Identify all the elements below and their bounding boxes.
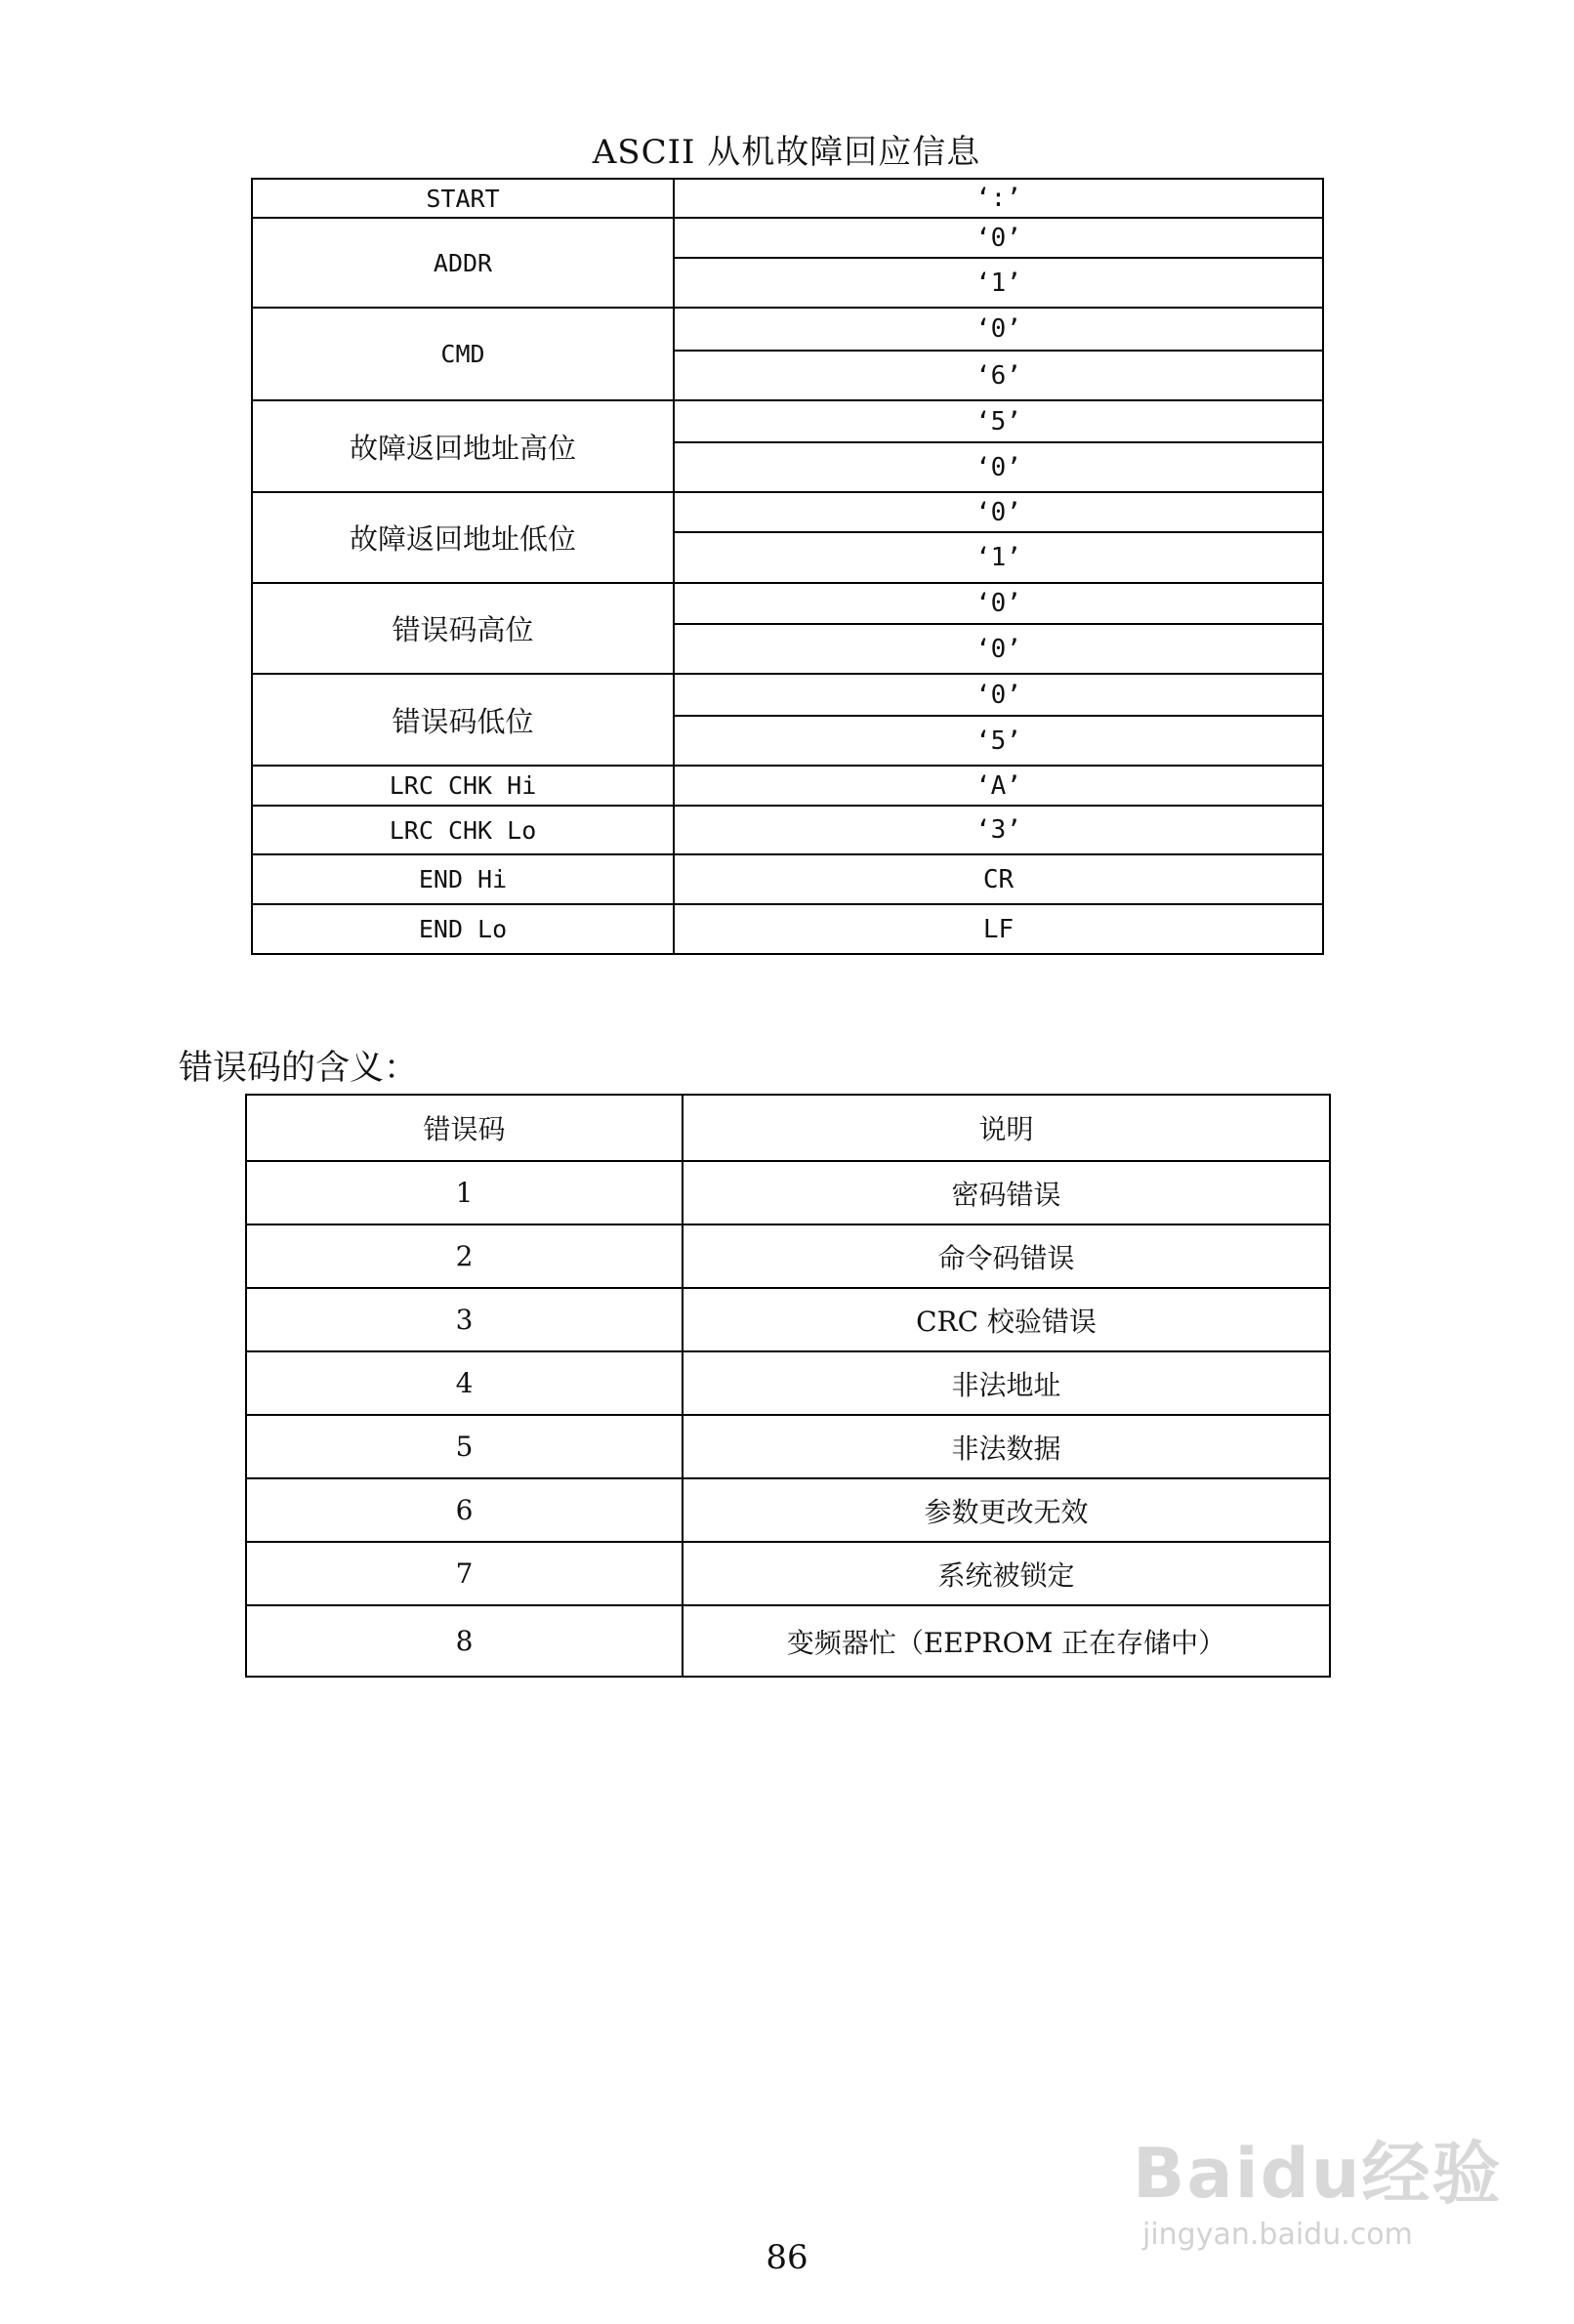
field-value: LF [674,904,1323,954]
field-value: ‘0’ [674,308,1323,351]
frame-table-caption: ASCII 从机故障回应信息 [592,133,981,172]
error-codes-heading: 错误码的含义： [179,1049,419,1088]
field-value: ‘:’ [674,179,1323,218]
table-row [246,1224,1330,1288]
field-label: LRC CHK Hi [252,766,674,806]
table-row [252,179,1323,218]
column-header-desc: 说明 [683,1095,1330,1161]
table-row [252,492,1323,532]
field-label: END Hi [252,854,674,904]
table-row [252,854,1323,904]
table-row [252,806,1323,854]
table-row [252,400,1323,442]
field-value: ‘6’ [674,351,1323,400]
page-number: 86 [766,2238,808,2277]
field-label: START [252,179,674,218]
watermark-url: jingyan.baidu.com [1142,2218,1413,2252]
error-description: CRC 校验错误 [683,1288,1330,1351]
field-value: ‘5’ [674,400,1323,442]
error-code-table [245,1094,1331,1678]
field-value: CR [674,854,1323,904]
field-value: ‘0’ [674,624,1323,674]
field-label: 错误码低位 [252,674,674,766]
table-row [246,1415,1330,1478]
field-label: 故障返回地址高位 [252,400,674,492]
table-header-row [246,1095,1330,1161]
error-description: 非法地址 [683,1351,1330,1415]
error-description: 命令码错误 [683,1224,1330,1288]
field-value: ‘0’ [674,442,1323,492]
error-description: 系统被锁定 [683,1542,1330,1605]
error-code: 5 [246,1415,683,1478]
ascii-fault-response-table [251,178,1324,955]
field-value: ‘0’ [674,218,1323,258]
table-row [246,1478,1330,1542]
error-code: 6 [246,1478,683,1542]
error-code: 8 [246,1605,683,1677]
field-label: END Lo [252,904,674,954]
error-description: 变频器忙（EEPROM 正在存储中） [683,1605,1330,1677]
field-value: ‘5’ [674,716,1323,766]
error-code: 1 [246,1161,683,1224]
column-header-code: 错误码 [246,1095,683,1161]
table-row [246,1288,1330,1351]
table-row [252,308,1323,351]
error-code: 3 [246,1288,683,1351]
field-value: ‘A’ [674,766,1323,806]
watermark-logo: Baidu经验 [1133,2134,1503,2214]
field-value: ‘0’ [674,674,1323,716]
field-label: 故障返回地址低位 [252,492,674,583]
table-row [252,766,1323,806]
table-row [252,218,1323,258]
table-row [246,1161,1330,1224]
table-row [246,1351,1330,1415]
field-label: 错误码高位 [252,583,674,674]
table-row [252,674,1323,716]
table-row [252,583,1323,624]
error-description: 参数更改无效 [683,1478,1330,1542]
field-value: ‘3’ [674,806,1323,854]
error-code: 7 [246,1542,683,1605]
field-value: ‘1’ [674,258,1323,308]
table-row [246,1542,1330,1605]
error-description: 非法数据 [683,1415,1330,1478]
error-description: 密码错误 [683,1161,1330,1224]
field-label: ADDR [252,218,674,308]
field-value: ‘1’ [674,532,1323,583]
field-label: LRC CHK Lo [252,806,674,854]
error-code: 2 [246,1224,683,1288]
error-code: 4 [246,1351,683,1415]
baidu-watermark [1133,2119,1523,2295]
field-value: ‘0’ [674,492,1323,532]
table-row [252,904,1323,954]
table-row [246,1605,1330,1677]
field-label: CMD [252,308,674,400]
field-value: ‘0’ [674,583,1323,624]
